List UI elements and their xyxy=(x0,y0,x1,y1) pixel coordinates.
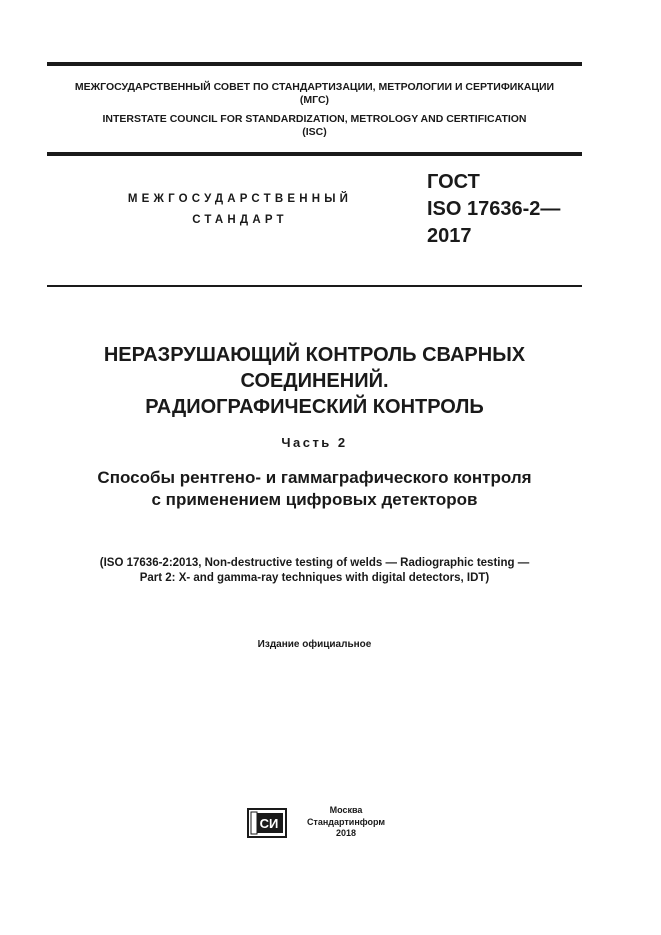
council-en-abbr: (ISC) xyxy=(302,126,327,138)
top-rule xyxy=(47,62,582,66)
council-header xyxy=(47,81,582,139)
council-bottom-rule xyxy=(47,152,582,156)
gost-number: ISO 17636-2— xyxy=(427,198,561,220)
council-en-name: INTERSTATE COUNCIL FOR STANDARDIZATION, METROLOGY AND CERTIFICATION xyxy=(102,113,527,125)
publisher-year: 2018 xyxy=(335,828,357,838)
gost-designation xyxy=(427,169,587,250)
document-title xyxy=(47,342,582,420)
title-line3: РАДИОГРАФИЧЕСКИЙ КОНТРОЛЬ xyxy=(145,396,484,418)
publisher-info xyxy=(296,805,396,840)
iso-reference-line2: Part 2: X- and gamma-ray techniques with digital detectors, IDT) xyxy=(139,572,490,584)
designation-bottom-rule xyxy=(47,285,582,287)
edition-note: Издание официальное xyxy=(257,639,372,650)
council-ru-name: МЕЖГОСУДАРСТВЕННЫЙ СОВЕТ ПО СТАНДАРТИЗАЦИИ, МЕТРОЛОГИИ И СЕРТИФИКАЦИИ xyxy=(74,81,555,93)
title-line1: НЕРАЗРУШАЮЩИЙ КОНТРОЛЬ СВАРНЫХ xyxy=(103,344,526,366)
standartinform-logo-icon xyxy=(247,808,287,838)
gost-year: 2017 xyxy=(427,225,472,247)
title-line2: СОЕДИНЕНИЙ. xyxy=(240,370,389,392)
standard-type xyxy=(100,189,380,231)
iso-reference xyxy=(47,556,582,586)
iso-reference-line1: (ISO 17636-2:2013, Non-destructive testing of welds — Radiographic testing — xyxy=(99,557,530,569)
gost-label: ГОСТ xyxy=(427,171,480,193)
publisher-city: Москва xyxy=(329,805,363,815)
svg-text:СИ: СИ xyxy=(259,816,279,831)
subtitle-line1: Способы рентгено- и гаммаграфического контроля xyxy=(97,468,532,487)
standard-type-line1: МЕЖГОСУДАРСТВЕННЫЙ xyxy=(127,193,353,205)
part-label: Часть 2 xyxy=(281,435,348,450)
document-subtitle xyxy=(47,467,582,511)
subtitle-line2: с применением цифровых детекторов xyxy=(151,490,478,509)
publisher-name: Стандартинформ xyxy=(306,816,386,827)
council-ru-abbr: (МГС) xyxy=(299,94,330,106)
standard-type-line2: СТАНДАРТ xyxy=(192,214,288,226)
